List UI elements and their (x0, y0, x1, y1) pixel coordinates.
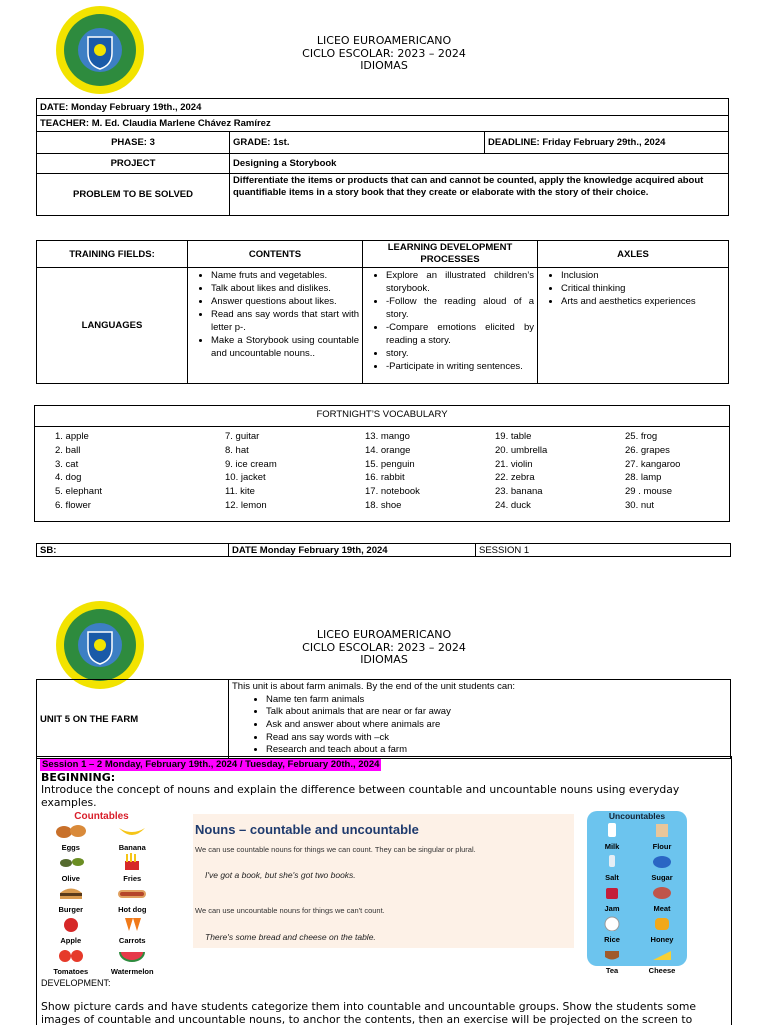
list-item: • Read ans say words with –ck (266, 732, 727, 745)
list-item: • Make a Storybook using countable and uncountable nouns.. (211, 334, 359, 360)
list-item: • story. (386, 347, 534, 360)
vocab-word: 27. kangaroo (625, 458, 681, 470)
problem-label: PROBLEM TO BE SOLVED (37, 174, 230, 216)
vocab-word: 30. nut (625, 499, 655, 511)
vocab-word: 15. penguin (365, 458, 415, 470)
processes-cell (363, 268, 538, 384)
list-item: • Answer questions about likes. (211, 295, 359, 308)
countable-item: Banana (102, 822, 164, 852)
nouns-card-line1: We can use countable nouns for things we can count. They can be singular or plural. (195, 845, 476, 854)
vocab-word: 28. lamp (625, 472, 662, 484)
vocab-word: 23. banana (495, 486, 543, 498)
list-item: • Read ans say words that start with letter p-. (211, 308, 359, 334)
session-highlight: Session 1 – 2 Monday, February 19th., 2024 / Tuesday, February 20th., 2024 (42, 759, 380, 770)
uncountable-item: Jam (587, 883, 637, 913)
school-header: LICEO EUROAMERICANO CICLO ESCOLAR: 2023 – 2024 IDIOMAS (302, 34, 466, 72)
project-value: Designing a Storybook (230, 154, 729, 174)
list-item: • Name fruts and vegetables. (211, 269, 359, 282)
development-label: DEVELOPMENT: (41, 978, 111, 988)
vocab-word: 4. dog (55, 472, 82, 484)
vocab-word: 22. zebra (495, 472, 535, 484)
project-label: PROJECT (37, 154, 230, 174)
nouns-card-example2: There's some bread and cheese on the table. (205, 932, 376, 942)
uncountable-item: Salt (587, 852, 637, 882)
countable-item: Carrots (102, 915, 164, 945)
uncountable-item: Milk (587, 821, 637, 851)
vocabulary-title: FORTNIGHT’S VOCABULARY (35, 406, 729, 427)
vocab-word: 12. lemon (225, 499, 267, 511)
problem-value: Differentiate the items or products that can and cannot be counted, apply the knowledge acquired about quantifiable items in a story book that they create or elaborate with the story of their choice. (230, 174, 729, 216)
deadline-cell: DEADLINE: Friday February 29th., 2024 (485, 132, 729, 154)
list-item: • Arts and aesthetics experiences (561, 295, 725, 308)
countable-item: Olive (40, 853, 102, 883)
header-axles: AXLES (538, 241, 729, 268)
nouns-card-example1: I've got a book, but she's got two books. (205, 870, 356, 880)
list-item: • Inclusion (561, 269, 725, 282)
vocab-word: 20. umbrella (495, 444, 548, 456)
vocabulary-box (34, 405, 730, 522)
unit-intro: This unit is about farm animals. By the end of the unit students can: (232, 681, 516, 692)
header-contents: CONTENTS (188, 241, 363, 268)
beginning-text: Introduce the concept of nouns and explain the difference between countable and uncountable nouns using everyday examples. (41, 783, 680, 809)
vocab-word: 21. violin (495, 458, 533, 470)
unit-table (36, 679, 731, 759)
header-training-fields: TRAINING FIELDS: (37, 241, 188, 268)
sb-cell: SB: (37, 544, 229, 557)
uncountable-item: Tea (587, 945, 637, 975)
date-cell: DATE: Monday February 19th., 2024 (37, 99, 729, 116)
uncountable-item: Flour (637, 821, 687, 851)
vocab-word: 6. flower (55, 499, 91, 511)
countable-item: Watermelon (102, 946, 164, 976)
axles-cell (538, 268, 729, 384)
uncountables-title: Uncountables (608, 811, 666, 821)
vocab-word: 14. orange (365, 444, 411, 456)
list-item: • Ask and answer about where animals are (266, 719, 727, 732)
countables-title: Countables (74, 811, 129, 822)
header-processes: LEARNING DEVELOPMENT PROCESSES (363, 241, 538, 268)
countables-image (40, 811, 163, 976)
session-date-cell: DATE Monday February 19th, 2024 (229, 544, 476, 557)
countable-item: Hot dog (102, 884, 164, 914)
vocab-word: 16. rabbit (365, 472, 405, 484)
uncountable-item: Honey (637, 914, 687, 944)
contents-cell (188, 268, 363, 384)
vocab-word: 1. apple (55, 431, 89, 442)
session-number-cell: SESSION 1 (476, 544, 731, 557)
vocabulary-grid (35, 427, 729, 513)
vocab-word: 11. kite (225, 486, 255, 498)
vocab-word: 8. hat (225, 444, 249, 456)
nouns-card-line2: We can use uncountable nouns for things we can't count. (195, 906, 385, 915)
unit-title: UNIT 5 ON THE FARM (37, 680, 229, 759)
training-field-value: LANGUAGES (37, 268, 188, 384)
grade-cell: GRADE: 1st. (230, 132, 485, 154)
vocab-word: 5. elephant (55, 486, 103, 498)
uncountable-item: Rice (587, 914, 637, 944)
uncountable-item: Meat (637, 883, 687, 913)
list-item: • Research and teach about a farm (266, 744, 727, 757)
school-header: LICEO EUROAMERICANO CICLO ESCOLAR: 2023 – 2024 IDIOMAS (302, 628, 466, 666)
list-item: • -Participate in writing sentences. (386, 360, 534, 373)
vocab-word: 7. guitar (225, 431, 260, 442)
nouns-card (193, 814, 574, 948)
project-info-table (36, 98, 729, 216)
vocab-word: 9. ice cream (225, 458, 277, 470)
countable-item: Fries (102, 853, 164, 883)
vocab-word: 13. mango (365, 431, 410, 442)
vocab-word: 2. ball (55, 444, 81, 456)
nouns-card-title: Nouns – countable and uncountable (195, 822, 419, 837)
list-item: • -Follow the reading aloud of a story. (386, 295, 534, 321)
countable-item: Apple (40, 915, 102, 945)
uncountable-item: Cheese (637, 945, 687, 975)
countable-item: Eggs (40, 822, 102, 852)
vocab-word: 18. shoe (365, 499, 402, 511)
beginning-label: BEGINNING: (41, 771, 116, 784)
list-item: • Name ten farm animals (266, 694, 727, 707)
teacher-cell: TEACHER: M. Ed. Claudia Marlene Chávez Ramírez (37, 116, 729, 132)
vocab-word: 3. cat (55, 458, 79, 470)
list-item: • Talk about likes and dislikes. (211, 282, 359, 295)
list-item: • -Compare emotions elicited by reading a story. (386, 321, 534, 347)
vocab-word: 10. jacket (225, 472, 266, 484)
list-item: • Explore an illustrated children’s storybook. (386, 269, 534, 295)
list-item: • Talk about animals that are near or far away (266, 706, 727, 719)
uncountables-image (587, 811, 687, 975)
session-bar (36, 543, 731, 557)
vocab-word: 26. grapes (625, 444, 670, 456)
phase-cell: PHASE: 3 (37, 132, 230, 154)
vocab-word: 29 . mouse (625, 486, 672, 498)
vocab-word: 25. frog (625, 431, 658, 442)
vocab-word: 19. table (495, 431, 532, 442)
uncountable-item: Sugar (637, 852, 687, 882)
unit-goals-cell (229, 680, 731, 759)
development-text: Show picture cards and have students categorize them into countable and uncountable groups. Show the students some images of countable and uncountable nouns, to anchor the contents, then an exercise will be projected on the screen to (41, 1000, 696, 1026)
training-fields-table (36, 240, 729, 384)
countable-item: Burger (40, 884, 102, 914)
list-item: • Critical thinking (561, 282, 725, 295)
vocab-word: 24. duck (495, 499, 531, 511)
vocab-word: 17. notebook (365, 486, 420, 498)
countable-item: Tomatoes (40, 946, 102, 976)
